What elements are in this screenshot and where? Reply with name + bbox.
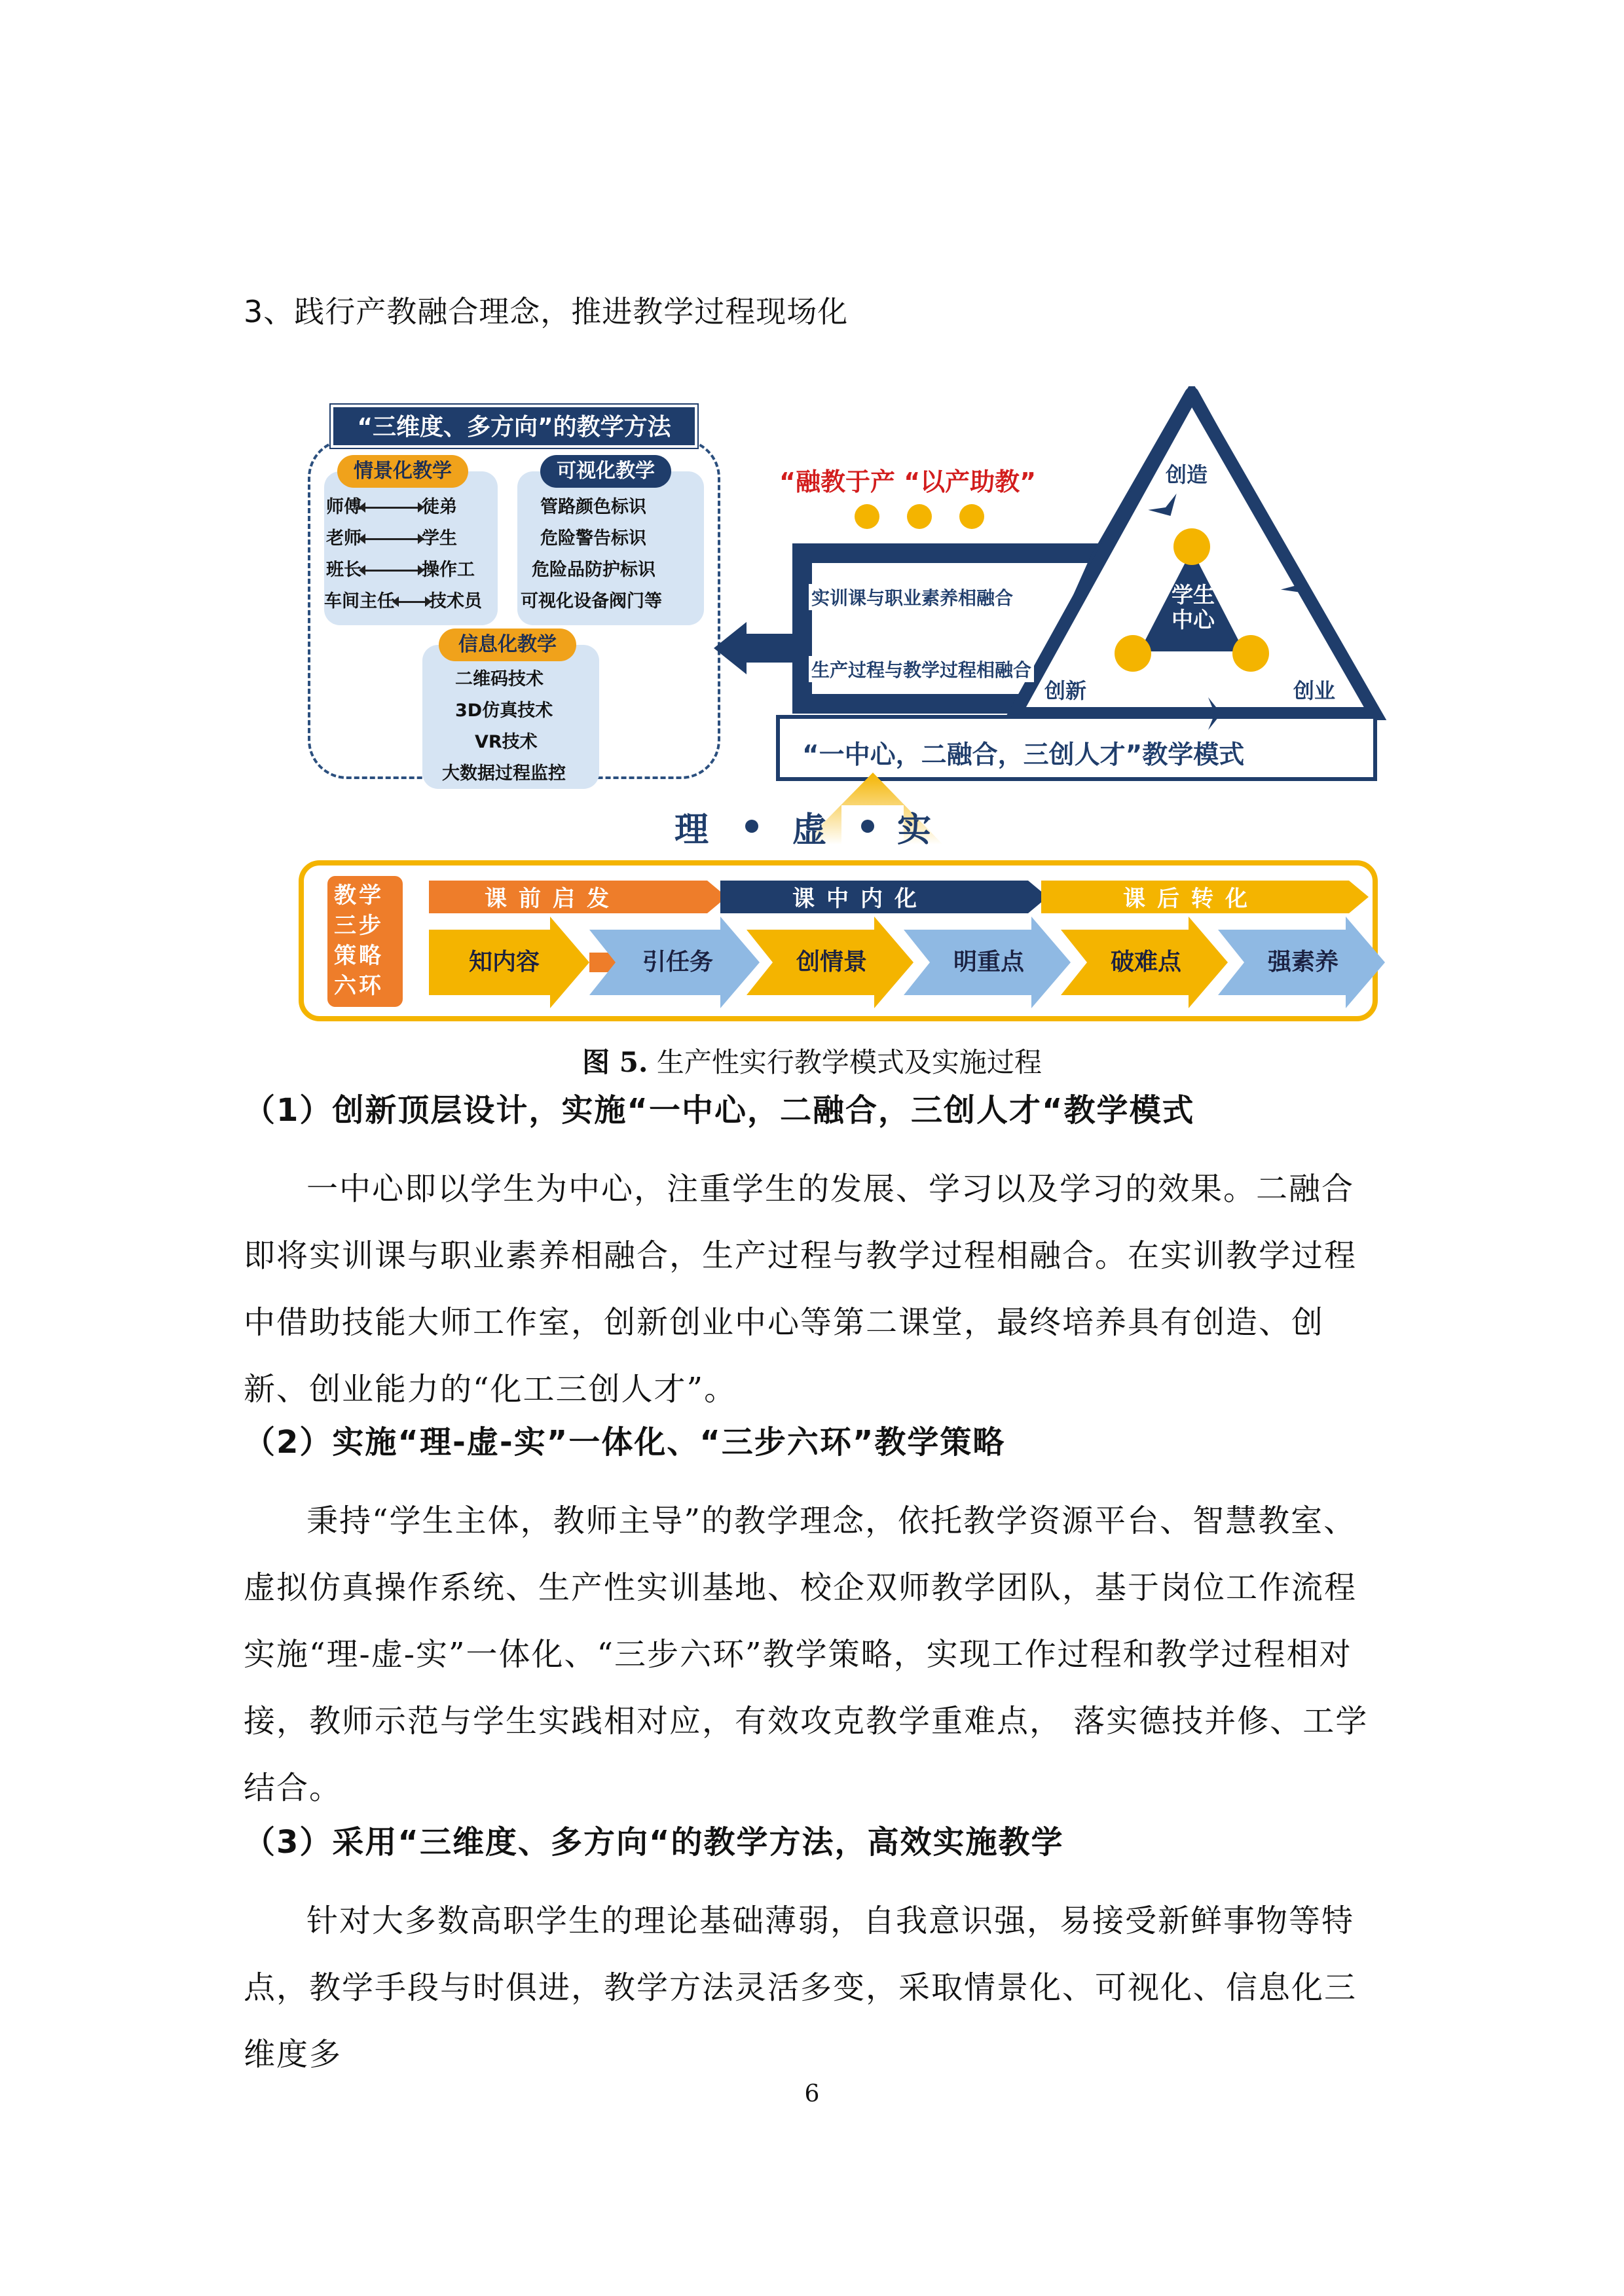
- info-item: 二维码技术: [455, 669, 544, 689]
- pair-right: 技术员: [429, 591, 482, 611]
- visual-item: 管路颜色标识: [540, 497, 646, 517]
- heading-1: （1）创新顶层设计，实施“一中心，二融合，三创人才“教学模式: [244, 1092, 1195, 1129]
- theory-xu: 虚: [792, 811, 827, 850]
- stage-label: 课后转化: [1123, 886, 1259, 912]
- info-item: 大数据过程监控: [442, 763, 566, 784]
- theory-li: 理: [674, 811, 709, 850]
- slogan: “融教于产 “以产助教”: [779, 467, 1037, 496]
- paragraph-2: 秉持“学生主体，教师主导”的教学理念，依托教学资源平台、智慧教室、虚拟仿真操作系统、生产性实训基地、校企双师教学团队，基于岗位工作流程实施“理-虚-实”一体化、“三步六环”教学策略，实现工作过程和教学过程相对接，教师示范与学生实践相对应，有效攻克教学重难点， 落实德技并修、工学结合。: [244, 1503, 1369, 1806]
- teaching-model-figure: [288, 386, 1388, 1028]
- info-item: VR技术: [475, 732, 538, 752]
- separator-dot: [745, 820, 758, 833]
- triangle-top-label: 创造: [1166, 462, 1208, 487]
- strategy-label: 教学三步策略六环: [334, 883, 384, 999]
- heading-3: （3）采用“三维度、多方向“的教学方法，高效实施教学: [244, 1824, 1064, 1861]
- pair-left: 师傅: [326, 497, 361, 517]
- pair-left: 车间主任: [324, 591, 395, 611]
- paragraph-1: 一中心即以学生为中心，注重学生的发展、学习以及学习的效果。二融合即将实训课与职业素养相融合，生产过程与教学过程相融合。在实训教学过程中借助技能大师工作室，创新创业中心等第二课堂，最终培养具有创造、创新、创业能力的“化工三创人才”。: [244, 1171, 1357, 1408]
- heading-2: （2）实施“理-虚-实”一体化、“三步六环”教学策略: [244, 1424, 1006, 1461]
- pair-right: 徒弟: [422, 497, 457, 517]
- visual-item: 可视化设备阀门等: [521, 591, 662, 611]
- triangle-left-label: 创新: [1044, 678, 1087, 703]
- fusion-item: 生产过程与教学过程相融合: [809, 656, 1034, 682]
- stage-label: 课前启发: [485, 886, 621, 912]
- visual-item: 危险品防护标识: [532, 560, 655, 580]
- triangle-right-label: 创业: [1293, 678, 1336, 703]
- triangle-dot: [1115, 635, 1151, 672]
- separator-dot: [861, 820, 874, 833]
- info-item: 3D仿真技术: [455, 701, 553, 721]
- pair-right: 学生: [422, 528, 457, 549]
- pair-left: 班长: [326, 560, 361, 580]
- student-center-label: 学生中心: [1172, 582, 1215, 632]
- step-label: 强素养: [1267, 949, 1338, 975]
- page-number: 6: [804, 2081, 820, 2107]
- theory-shi: 实: [897, 811, 932, 850]
- pair-right: 操作工: [422, 560, 475, 580]
- step-label: 创情景: [796, 949, 867, 975]
- mode-label: “一中心，二融合，三创人才”教学模式: [802, 740, 1245, 770]
- left-arrow-icon: [714, 622, 792, 674]
- methods-title: “三维度、多方向”的教学方法: [331, 405, 697, 448]
- situational-label: 情景化教学: [337, 455, 468, 488]
- paragraph-3: 针对大多数高职学生的理论基础薄弱，自我意识强，易接受新鲜事物等特点，教学手段与时俱进，教学方法灵活多变，采取情景化、可视化、信息化三维度多: [244, 1903, 1357, 2073]
- caption-prefix: 图 5.: [582, 1046, 648, 1078]
- visual-label: 可视化教学: [540, 455, 671, 488]
- section-title: 3、践行产教融合理念，推进教学过程现场化: [244, 294, 849, 329]
- caption-text: 生产性实行教学模式及实施过程: [648, 1046, 1042, 1078]
- step-label: 知内容: [468, 949, 540, 975]
- fusion-item: 实训课与职业素养相融合: [809, 584, 1016, 610]
- stage-label: 课中内化: [792, 886, 929, 912]
- triangle-dot: [1232, 635, 1269, 672]
- triangle-dot: [1173, 528, 1210, 565]
- step-label: 引任务: [642, 949, 713, 975]
- figure-caption: [0, 1041, 1624, 1080]
- visual-item: 危险警告标识: [540, 528, 646, 549]
- pair-left: 老师: [326, 528, 361, 549]
- step-label: 破难点: [1110, 949, 1181, 975]
- info-label: 信息化教学: [439, 629, 576, 661]
- step-label: 明重点: [953, 949, 1024, 975]
